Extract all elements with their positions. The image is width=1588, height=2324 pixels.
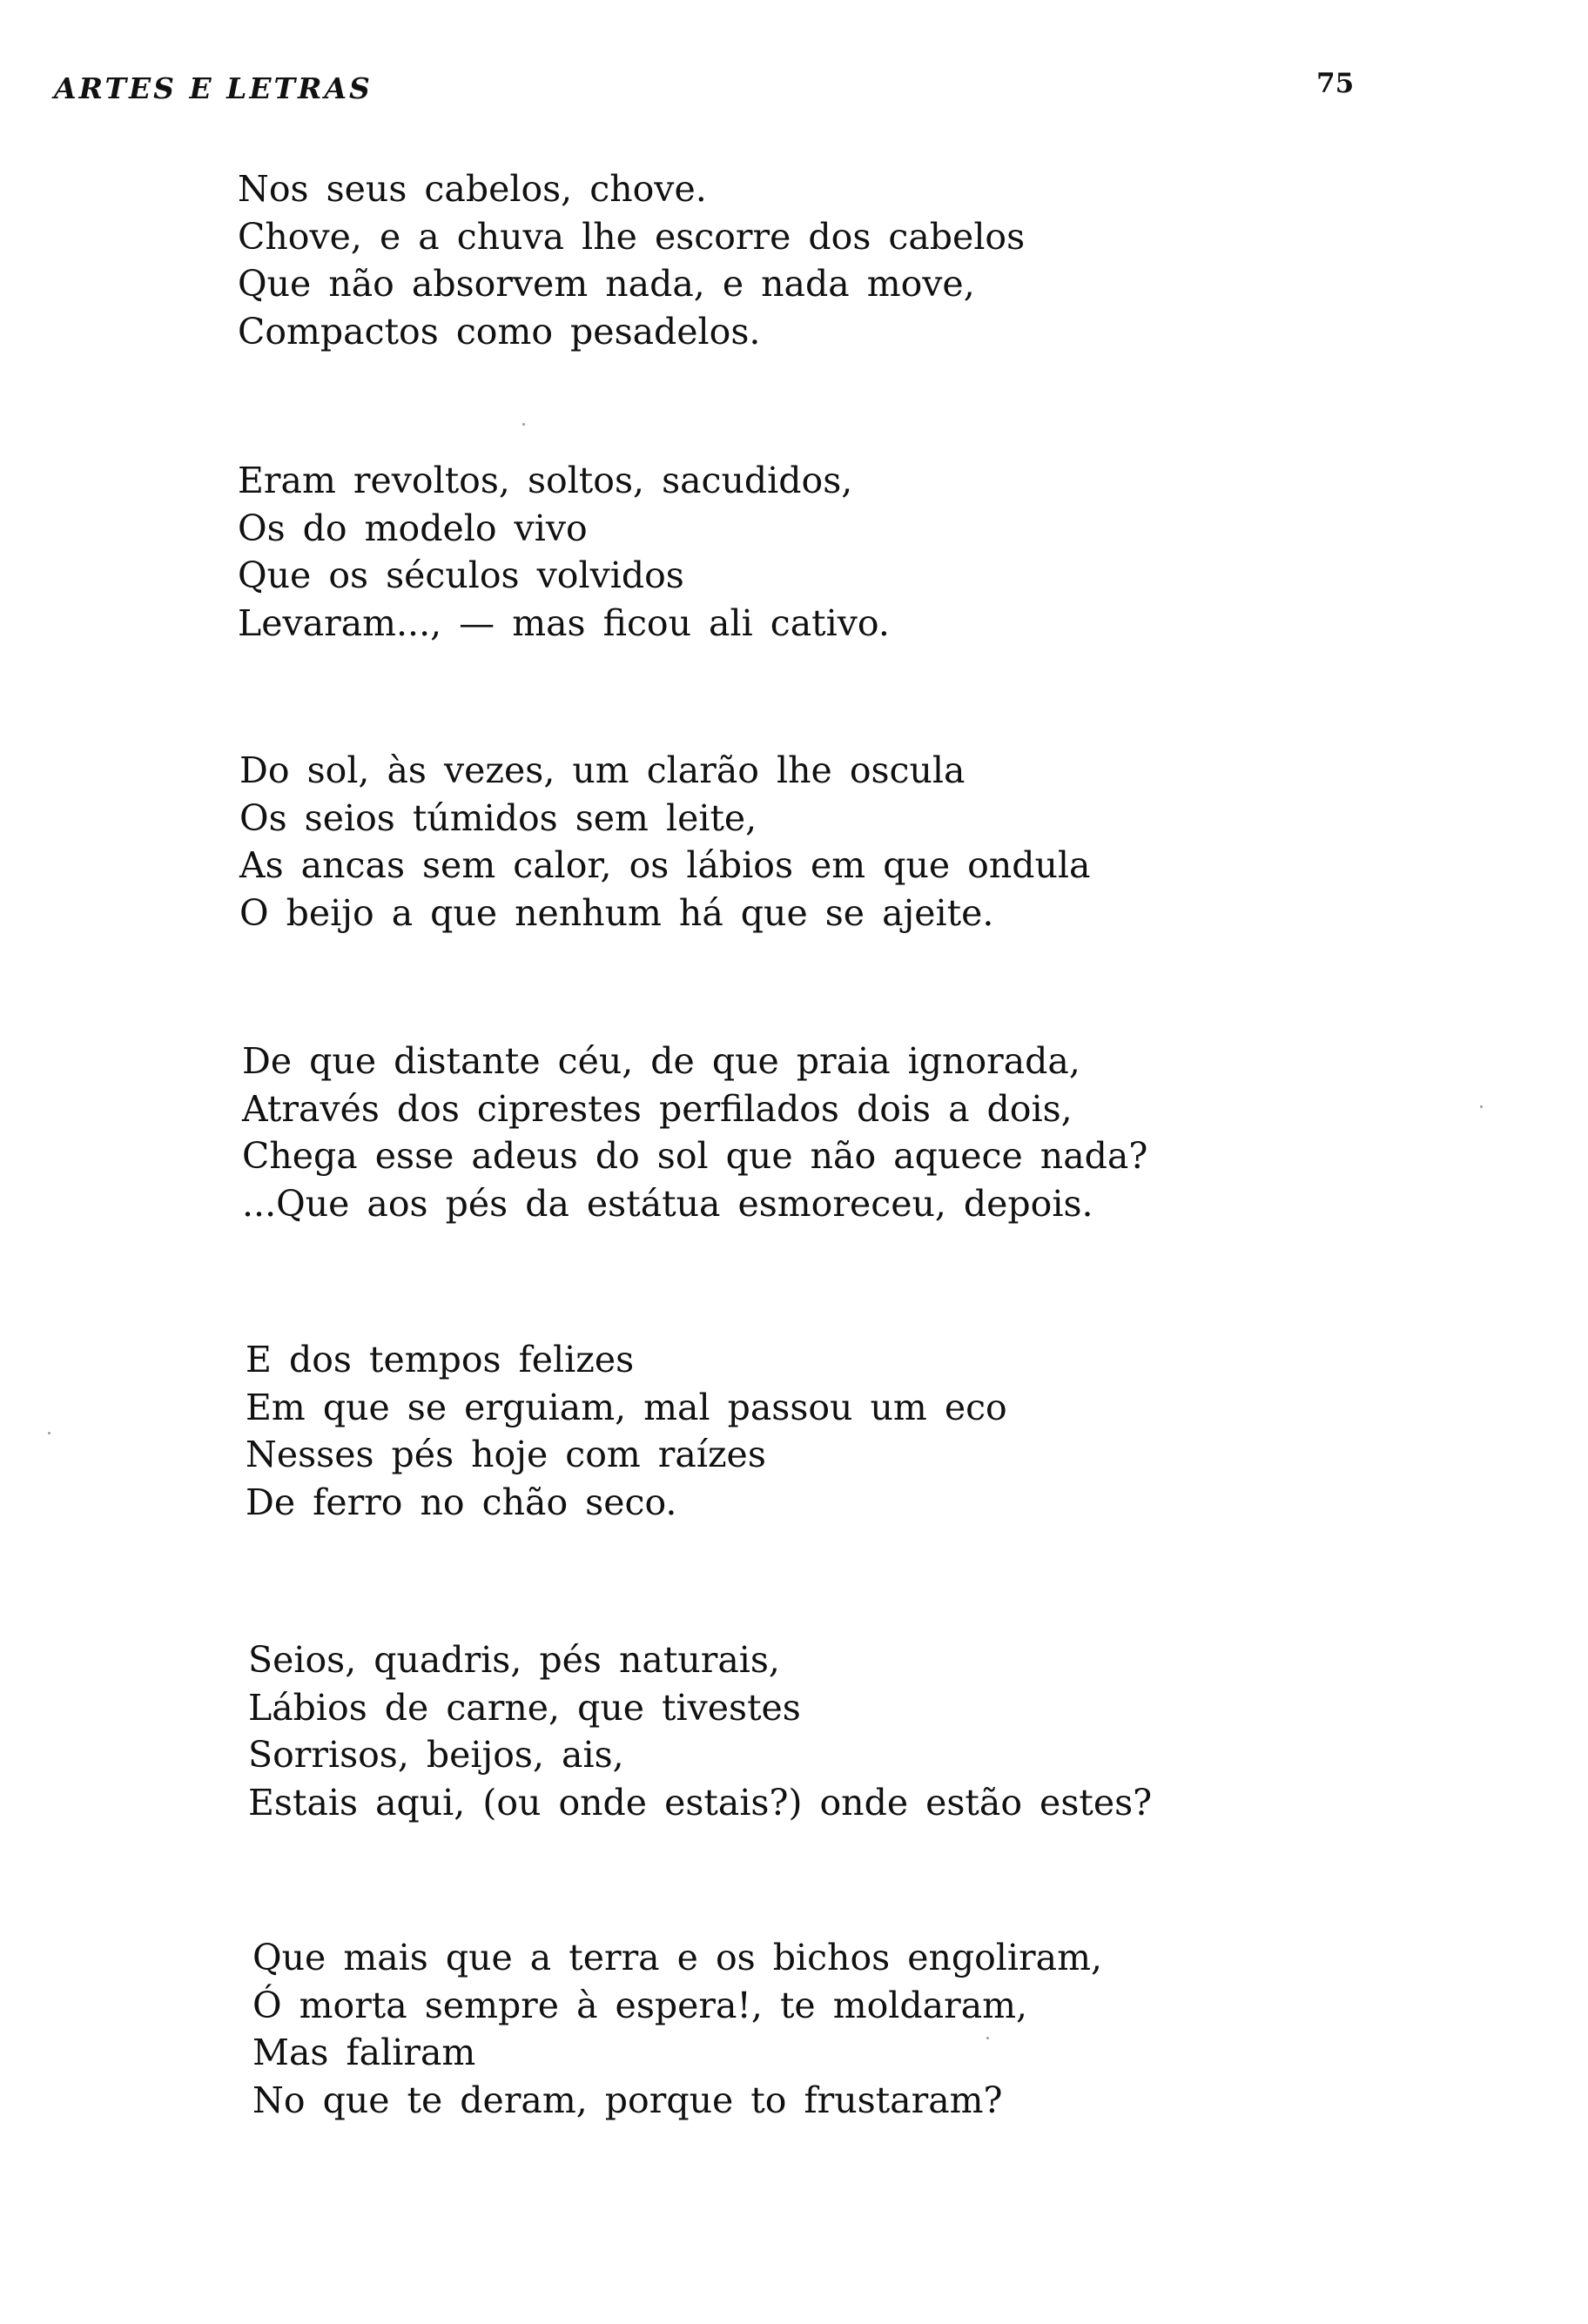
verse-line: Mas faliram xyxy=(252,2032,476,2073)
verse-line: Levaram..., — mas ficou ali cativo. xyxy=(238,601,890,644)
verse-line: Chove, e a chuva lhe escorre dos cabelos xyxy=(238,215,1026,258)
verse-line: Os seios túmidos sem leite, xyxy=(239,796,757,839)
verse-line: Os do modelo vivo xyxy=(238,507,588,549)
scan-speck xyxy=(986,2037,989,2039)
verse-line: No que te deram, porque to frustaram? xyxy=(252,2079,1003,2121)
verse-line: De ferro no chão seco. xyxy=(246,1481,677,1523)
verse-line: Eram revoltos, soltos, sacudidos, xyxy=(238,460,853,501)
verse-line: ...Que aos pés da estátua esmoreceu, depois. xyxy=(242,1182,1093,1225)
verse-line: Lábios de carne, que tivestes xyxy=(248,1686,801,1729)
verse-line: Sorrisos, beijos, ais, xyxy=(248,1734,624,1776)
verse-line: Que os séculos volvidos xyxy=(238,554,684,596)
verse-line: O beijo a que nenhum há que se ajeite. xyxy=(239,891,994,934)
stanza-4 xyxy=(242,1038,1147,1227)
verse-line: Que mais que a terra e os bichos engoliram, xyxy=(252,1937,1102,1978)
verse-line: Através dos ciprestes perfilados dois a dois, xyxy=(242,1087,1073,1130)
stanza-1 xyxy=(238,165,1025,355)
verse-line: Que não absorvem nada, e nada move, xyxy=(238,263,975,305)
verse-line: Chega esse adeus do sol que não aquece nada? xyxy=(242,1135,1148,1177)
page-number: 75 xyxy=(1316,68,1355,99)
verse-line: Nesses pés hoje com raízes xyxy=(246,1434,766,1475)
verse-line: As ancas sem calor, os lábios em que ondula xyxy=(239,844,1091,886)
verse-line: De que distante céu, de que praia ignorada, xyxy=(242,1040,1080,1082)
verse-line: E dos tempos felizes xyxy=(246,1339,635,1380)
scan-speck xyxy=(48,1432,50,1434)
stanza-7 xyxy=(252,1934,1102,2124)
running-head: ARTES E LETRAS xyxy=(54,71,373,105)
verse-line: Compactos como pesadelos. xyxy=(238,310,761,353)
stanza-2 xyxy=(238,457,890,647)
stanza-5 xyxy=(246,1336,1007,1526)
verse-line: Estais aqui, (ou onde estais?) onde estão estes? xyxy=(248,1781,1153,1824)
verse-line: Ó morta sempre à espera!, te moldaram, xyxy=(252,1984,1028,2026)
verse-line: Do sol, às vezes, um clarão lhe oscula xyxy=(239,749,966,791)
scan-speck xyxy=(1480,1105,1483,1108)
stanza-3 xyxy=(239,747,1090,937)
verse-line: Nos seus cabelos, chove. xyxy=(238,168,707,210)
verse-line: Em que se erguiam, mal passou um eco xyxy=(246,1386,1007,1428)
verse-line: Seios, quadris, pés naturais, xyxy=(248,1639,780,1681)
stanza-6 xyxy=(248,1636,1152,1826)
scan-speck xyxy=(522,423,525,426)
